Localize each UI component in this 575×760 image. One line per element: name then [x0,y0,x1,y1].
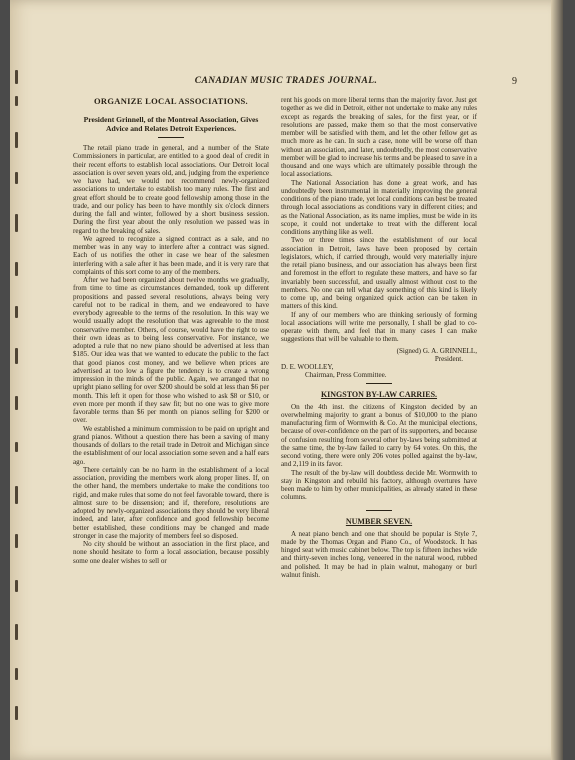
page-edge [551,0,563,760]
signature-title: President. [434,354,463,363]
countersign-title: Chairman, Press Committee. [305,371,387,380]
right-column [281,96,477,579]
page-number: 9 [512,76,517,87]
paragraph: We agreed to recognize a signed contract as a sale, and no member was in any way to interfere after a contract was signed. Each of us notifies the other in case we hear of the salesmen interfering with a sale after it has been made, and it is very rare that complaints of this sort come to any of the members. [73,234,269,276]
paragraph: rent his goods on more liberal terms than the majority favor. Just get together as we did in Detroit, either not undertake to make any rules except as regards the breaking of sales, for the first year, or if resolutions are passed, make them so that the most conservative member will be satisfied with them, and let the other fellow get as much more as he can. In such a case, none will be worse off than without an association, and later, undoubtedly, the most conservative member will be glad to increase his terms and be pleased to save in a thousand and one ways which are ultimately possible through the local associations. [281,96,477,179]
article-title: KINGSTON BY-LAW CARRIES. [320,389,438,399]
paragraph: Two or three times since the establishment of our local association in Detroit, laws have been proposed by certain legislators, which, if carried through, would very materially injure the retail piano business, and our association has always been first and foremost in the effort to regulate these matters, and have so far invariably been successful, and usually almost without cost to the members. No one can tell what day something of this kind is likely to come up, and being organized quick action can be taken in matters of this kind. [281,236,477,311]
article-title: ORGANIZE LOCAL ASSOCIATIONS. [94,96,248,106]
article-title: NUMBER SEVEN. [345,516,413,526]
divider [366,510,392,511]
paragraph: No city should be without an association in the first place, and none should hesitate to form a local association, because possibly some one dealer wishes to sell or [73,540,269,565]
paragraph: After we had been organized about twelve months we gradually, from time to time as circumstances demanded, took up different propositions and passed several resolutions, always being very careful not to be radical in them, and we endeavored to have everybody agreeable to the terms of the resolution. In this way we would usually adopt the resolution that was agreeable to the most conservative member. Others, of course, would have the right to use their own ideas as to being less conservative. For instance, we adopted a rule that no new piano should be advertised at less than $185. Our idea was that we wanted to educate the public to the fact that good pianos cost money, and we believe when prices are advertised at too low a figure the tendency is to create a wrong impression in the minds of the public. Again, we arranged that no upright piano selling for over $200 should be sold at less than $6 per month. This left it open for those who wished to ask $8 or $10, or even more per month if they saw fit; but no one was to give more favorable terms than $6 per month on pianos selling for $200 or over. [73,276,269,425]
divider [158,137,184,138]
countersign-name: D. E. WOOLLEY, [281,363,334,371]
binding-marks [10,0,24,760]
paragraph: We established a minimum commission to be paid on upright and grand pianos. Without a question there has been a saving of many thousands of dollars to the retail trade in Detroit and Michigan since the establishment of our local association some seven and a half ears ago. [73,424,269,466]
paragraph: If any of our members who are thinking seriously of forming local associations will write me personally, I shall be glad to co-operate with them, and feel that in many cases I can make suggestions that will be valuable to them. [281,310,477,344]
paragraph: There certainly can be no harm in the establishment of a local association, providing the members work along proper lines. If, on the other hand, the members undertake to make the conditions too rigid, and make rules that some do not feel favorable toward, there is almost sure to be dissension; and if, therefore, resolutions are adopted by newly-organized associations they should be very liberal indeed, and later, after confidence and good fellowship become better established, these conditions may be changed and made stronger in case the majority of members feel so disposed. [73,465,269,540]
left-column [73,96,269,565]
paragraph: A neat piano bench and one that should be popular is Style 7, made by the Thomas Organ and Piano Co., of Woodstock. It has hinged seat with music cabinet below. The top is fifteen inches wide and thirty-seven inches long, veneered in the natural wood, rubbed and polished. It may be had in plain walnut, mahogany or burl walnut finish. [281,529,477,579]
paragraph: The retail piano trade in general, and a number of the State Commissioners in particular, are entitled to a good deal of credit in their recent efforts to establish local associations. Our Detroit local association is over seven years old, and, judging from the experience we have had, we would not recommend newly-organized associations to undertake to establish too many rules. The first and great effort should be to create good fellowship among those in the trade, and our policy has been to have monthly six o'clock dinners during the fall and winter, followed by a short business session. During the first year about the only resolution we passed was in regard to the breaking of sales. [73,144,269,235]
article-subtitle: President Grinnell, of the Montreal Association, Gives Advice and Relates Detroit Experiences. [83,115,259,133]
paragraph: The National Association has done a great work, and has undoubtedly been instrumental in materially improving the general conditions of the piano trade, yet local conditions can best be treated through local associations as conditions vary in different cities; and as the National Association, as its name implies, must be wide in its scope, it could not undertake to treat with the different local conditions anything like as well. [281,178,477,236]
running-title: CANADIAN MUSIC TRADES JOURNAL. [194,76,378,86]
paragraph: On the 4th inst. the citizens of Kingston decided by an overwhelming majority to grant a bonus of $10,000 to the piano manufacturing firm of Wormwith & Co. At the municipal elections, because of over-confidence on the part of its supporters, and because of confusion resulting from several other by-laws being submitted at the same time, the by-law failed to carry by 64 votes. On this, the second voting, there were only 206 votes polled against the by-law, and 2,119 in its favor. [281,402,477,469]
divider [366,383,392,384]
paragraph: The result of the by-law will doubtless decide Mr. Wormwith to stay in Kingston and rebuild his factory, although overtures have been made to him by other municipalities, as already stated in these columns. [281,468,477,502]
signature: (Signed) G. A. GRINNELL, [396,346,477,355]
